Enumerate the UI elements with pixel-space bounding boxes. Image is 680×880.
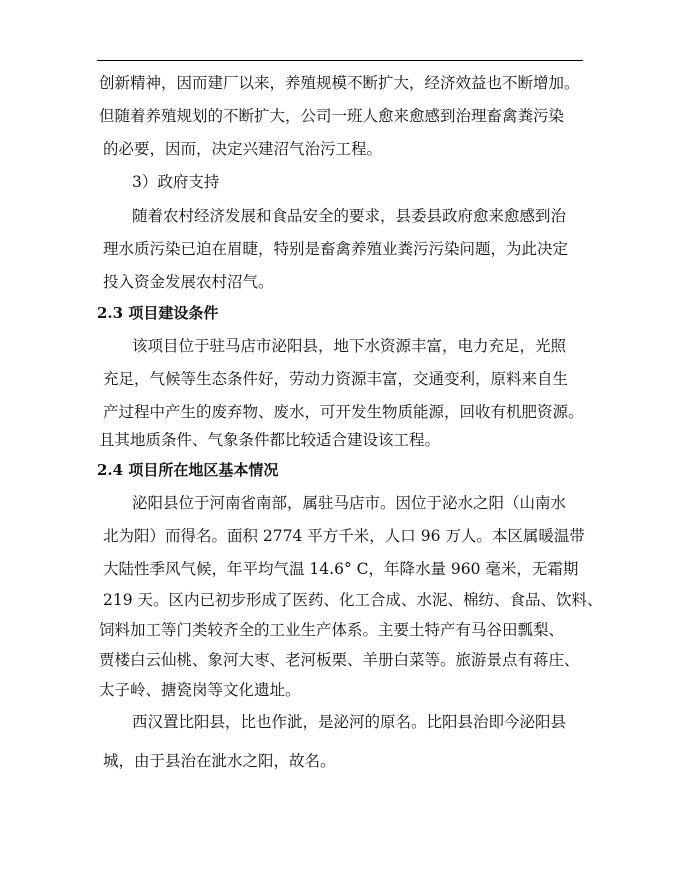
paragraph-line: 的必要，因而，决定兴建沼气治污工程。 bbox=[103, 140, 383, 158]
paragraph-line: 饲料加工等门类较齐全的工业生产体系。主要土特产有马谷田瓢梨、 bbox=[99, 621, 565, 639]
paragraph-line: 城，由于县治在泚水之阳，故名。 bbox=[103, 752, 336, 770]
paragraph-line: 创新精神，因而建厂以来，养殖规模不断扩大，经济效益也不断增加。 bbox=[99, 74, 580, 92]
paragraph-line: 泌阳县位于河南省南部，属驻马店市。因位于泌水之阳（山南水 bbox=[132, 494, 567, 512]
paragraph-line: 产过程中产生的废弃物、废水，可开发生物质能源，回收有机肥资源。 bbox=[103, 403, 584, 421]
paragraph-line: 贾楼白云仙桃、象河大枣、老河板栗、羊册白菜等。旅游景点有蒋庄、 bbox=[99, 651, 580, 669]
section-heading: 2.4 项目所在地区基本情况 bbox=[97, 461, 279, 479]
paragraph-line: 北为阳）而得名。面积 2774 平方千米，人口 96 万人。本区属暖温带 bbox=[103, 527, 585, 545]
paragraph-line: 该项目位于驻马店市泌阳县，地下水资源丰富，电力充足，光照 bbox=[132, 337, 567, 355]
paragraph-line: 充足，气候等生态条件好，劳动力资源丰富，交通变利，原料来自生 bbox=[103, 370, 569, 388]
list-item-heading: 3）政府支持 bbox=[132, 173, 220, 191]
paragraph-line: 太子岭、搪瓷岗等文化遗址。 bbox=[99, 681, 301, 699]
paragraph-line: 219 天。区内已初步形成了医药、化工合成、水泥、棉纺、食品、饮料、 bbox=[103, 591, 603, 609]
paragraph-line: 且其地质条件、气象条件都比较适合建设该工程。 bbox=[99, 431, 441, 449]
paragraph-line: 随着农村经济发展和食品安全的要求，县委县政府愈来愈感到治 bbox=[132, 207, 567, 225]
section-heading: 2.3 项目建设条件 bbox=[97, 304, 219, 322]
paragraph-line: 但随着养殖规划的不断扩大，公司一班人愈来愈感到治理畜禽粪污染 bbox=[99, 107, 565, 125]
paragraph-line: 西汉置比阳县，比也作泚，是泌河的原名。比阳县治即今泌阳县 bbox=[132, 713, 567, 731]
header-rule bbox=[97, 60, 583, 61]
paragraph-line: 大陆性季风气候，年平均气温 14.6° C，年降水量 960 毫米，无霜期 bbox=[103, 560, 579, 578]
paragraph-line: 投入资金发展农村沼气。 bbox=[103, 273, 274, 291]
paragraph-line: 理水质污染已迫在眉睫，特别是畜禽养殖业粪污污染问题，为此决定 bbox=[103, 240, 569, 258]
